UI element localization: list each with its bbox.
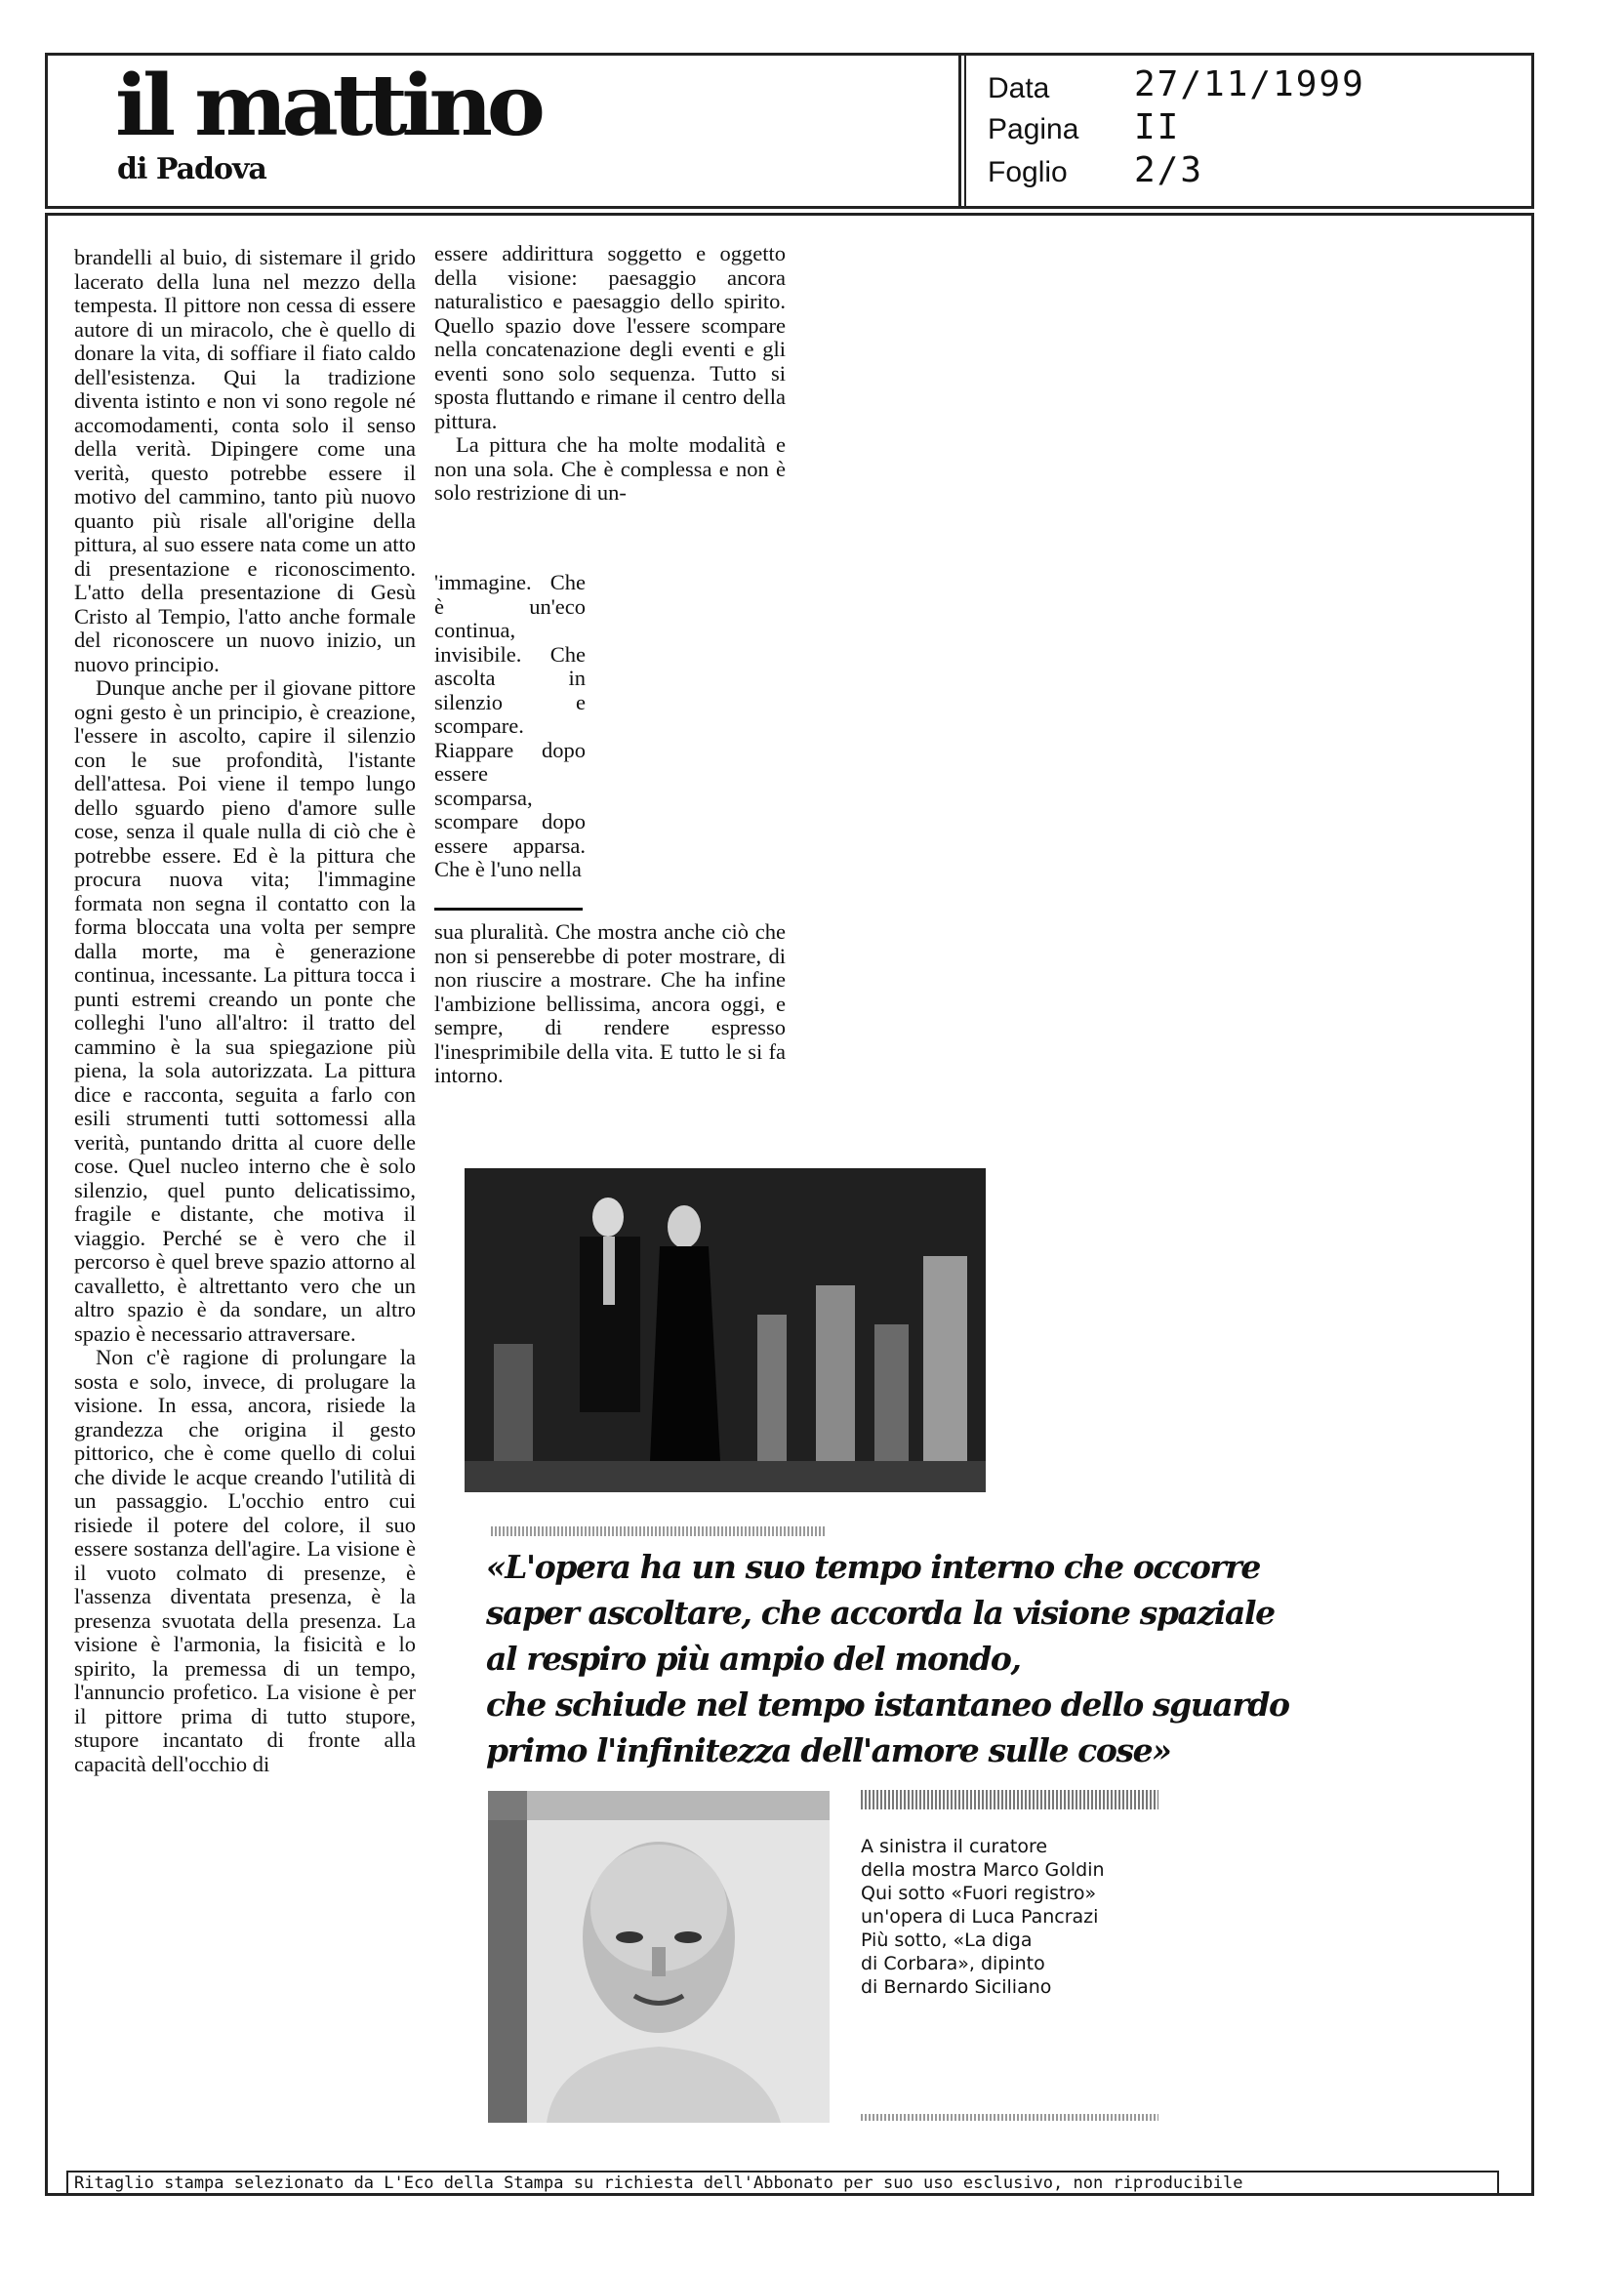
photo-caption — [861, 1835, 1173, 1999]
header-divider — [958, 53, 966, 209]
caption-decoration — [861, 1790, 1158, 1809]
pull-quote-line: che schiude nel tempo istantaneo dello sguardo — [486, 1685, 1289, 1724]
paragraph: 'immagine. Che è un'eco continua, invisibile. Che ascolta in silenzio e scompare. Riappare dopo essere scomparsa, scompare dopo essere apparsa. Che è l'uno nella — [434, 571, 586, 881]
pull-quote — [486, 1544, 1289, 1773]
article-column-2 — [434, 242, 786, 564]
caption-line: un'opera di Luca Pancrazi — [861, 1906, 1099, 1928]
photo-portrait-image — [488, 1791, 830, 2123]
paragraph: La pittura che ha molte modalità e non una sola. Che è complessa e non è solo restrizione di un- — [434, 432, 786, 505]
pull-quote-line: saper ascoltare, che accorda la visione spaziale — [486, 1594, 1275, 1632]
caption-decoration-bottom — [861, 2114, 1158, 2121]
article-column-2-end — [434, 920, 786, 1125]
paragraph: sua pluralità. Che mostra anche ciò che non si penserebbe di poter mostrare, di non riuscire a mostrare. Che ha infine l'ambizione bellissima, ancora oggi, e sempre, di rendere espresso l'inesprimibile della vita. E tutto le si fa intorno. — [434, 920, 786, 1087]
paragraph: Non c'è ragione di prolungare la sosta e solo, invece, di prolugare la visione. In essa, ancora, risiede la grandezza che origina il gesto pittorico, che è come quello di colui che divide le acque creando l'utilità di un passaggio. L'occhio entro cui risiede il potere del colore, il suo essere sostanza dell'agire. La visione è il vuoto colmato di presenze, è l'assenza diventata presenza, è la presenza svuotata della presenza. La visione è l'armonia, la fisicità e lo spirito, la premessa di un tempo, l'annuncio profetico. La visione è per il pittore prima di tutto stupore, stupore incantato di fronte alla capacità dell'occhio di — [74, 1345, 416, 1776]
sheet-value: 2/3 — [1134, 150, 1204, 190]
newspaper-edition: di Padova — [117, 152, 266, 186]
date-value: 27/11/1999 — [1134, 64, 1365, 104]
caption-line: A sinistra il curatore — [861, 1836, 1048, 1857]
photo-curator-image — [465, 1168, 986, 1492]
photo-portrait — [488, 1791, 830, 2123]
paragraph: brandelli al buio, di sistemare il grido lacerato della luna nel mezzo della tempesta. Il pittore non cessa di essere autore di un miracolo, che è quello di donare la vita, di soffiare il fiato caldo dell'esistenza. Qui la tradizione diventa istinto e non vi sono regole né accomodamenti, conta solo il senso della verità. Dipingere come una verità, questo potrebbe essere il motivo del cammino, tanto più nuovo quanto più risale all'origine della pittura, al suo essere nata come un atto di presentazione e riconoscimento. L'atto della presentazione di Gesù Cristo al Tempio, l'atto anche formale del riconoscere un nuovo inizio, un nuovo principio. — [74, 246, 416, 676]
paragraph: Dunque anche per il giovane pittore ogni gesto è un principio, è creazione, l'essere in ascolto, capire il silenzio con le sue profondità, l'istante dell'attesa. Poi viene il tempo lungo dello sguardo pieno d'amore sulle cose, senza il quale nulla di ciò che è potrebbe essere. Ed è la pittura che procura nuova vita; l'immagine formata non segna il contatto con la forma bloccata una volta per sempre dalla morte, ma è generazione continua, incessante. La pittura tocca i punti estremi creando un ponte che colleghi l'uno all'altro: il tratto del cammino è la sua spiegazione più piena, la sola autorizzata. La pittura dice e racconta, seguita a farlo con esili strumenti tutti sottomessi alla verità, puntando dritta al cuore delle cose. Quel nucleo interno che è solo silenzio, quel punto delicatissimo, fragile e distante, che motiva il viaggio. Perché se è vero che il percorso è quel breve spazio attorno al cavalletto, è altrettanto vero che un altro spazio è da sondare, un altro spazio è necessario attraversare. — [74, 675, 416, 1346]
date-label: Data — [988, 72, 1050, 104]
pull-quote-line: al respiro più ampio del mondo, — [486, 1640, 1021, 1678]
caption-line: Più sotto, «La diga — [861, 1929, 1033, 1951]
article-column-1 — [74, 246, 416, 2108]
quote-decoration — [491, 1526, 827, 1536]
page-label: Pagina — [988, 113, 1079, 145]
newspaper-masthead: il mattino — [115, 57, 540, 155]
pull-quote-line: «L'opera ha un suo tempo interno che occorre — [486, 1548, 1261, 1586]
sheet-label: Foglio — [988, 156, 1068, 188]
caption-line: di Bernardo Siciliano — [861, 1976, 1052, 1998]
clipping-notice: Ritaglio stampa selezionato da L'Eco della Stampa su richiesta dell'Abbonato per suo uso esclusivo, non riproducibile — [66, 2171, 1499, 2196]
caption-line: della mostra Marco Goldin — [861, 1859, 1105, 1881]
page-value: II — [1134, 107, 1181, 147]
caption-line: Qui sotto «Fuori registro» — [861, 1883, 1097, 1904]
pull-quote-line: primo l'infinitezza dell'amore sulle cose» — [486, 1731, 1171, 1769]
paragraph: essere addirittura soggetto e oggetto della visione: paesaggio ancora naturalistico e paesaggio dello spirito. Quello spazio dove l'essere scompare nella concatenazione degli eventi e gli eventi sono solo sequenza. Tutto si sposta fluttando e rimane il centro della pittura. — [434, 242, 786, 433]
caption-line: di Corbara», dipinto — [861, 1953, 1045, 1974]
article-column-2-narrow — [434, 571, 586, 903]
column-rule — [434, 908, 583, 911]
photo-curator — [465, 1168, 986, 1492]
